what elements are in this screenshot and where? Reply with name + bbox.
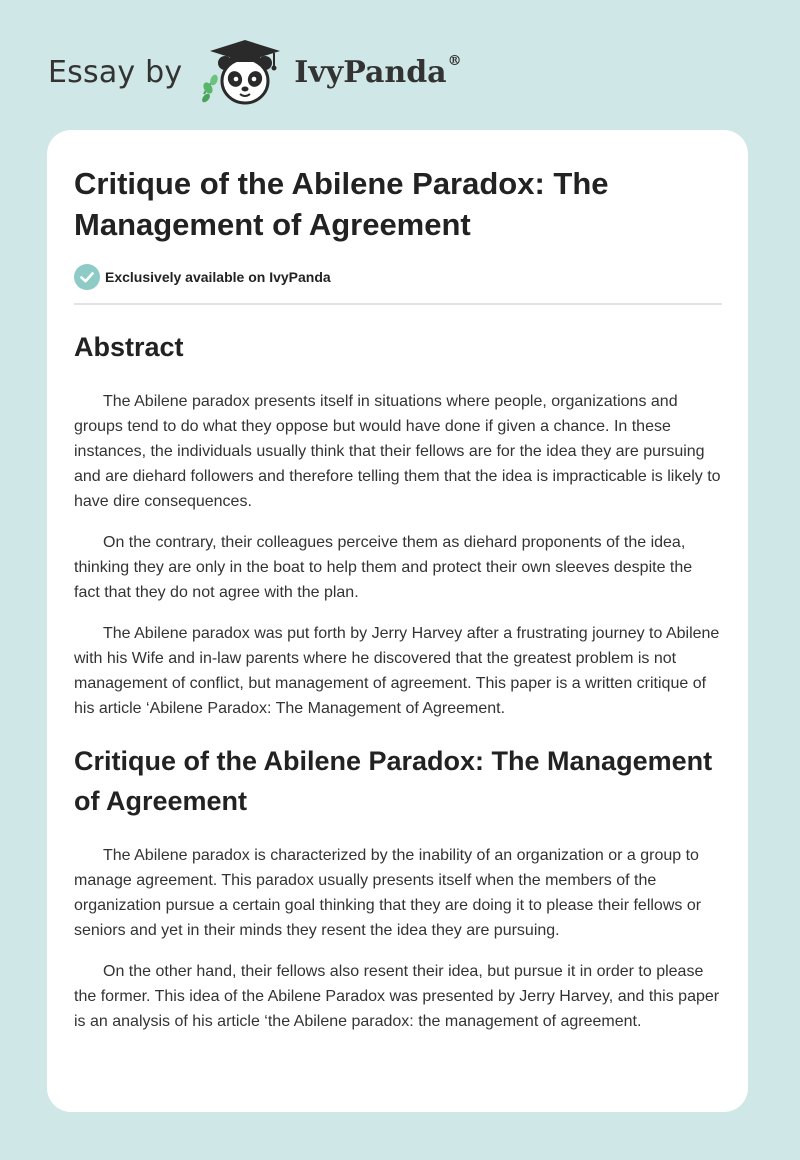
essay-by-label: Essay by	[48, 54, 183, 90]
title-divider	[74, 303, 722, 305]
site-header	[48, 36, 462, 108]
section-body	[74, 389, 722, 721]
abstract-section	[74, 327, 722, 721]
critique-section	[74, 741, 722, 1034]
paragraph: On the other hand, their fellows also resent their idea, but pursue it in order to please the former. This idea of the Abilene Paradox was presented by Jerry Harvey, and this paper is an analysis of his article ‘the Abilene paradox: the management of agreement.	[74, 963, 720, 1030]
paragraph: On the contrary, their colleagues perceive them as diehard proponents of the idea, thinking they are only in the boat to help them and protect their own sleeves despite the fact that they do not agree with the plan.	[74, 534, 693, 601]
paragraph: The Abilene paradox is characterized by the inability of an organization or a group to manage agreement. This paradox usually presents itself when the members of the organization pursue a certain goal thinking that they are doing it to please their fellows or seniors and yet in their minds they resent the idea they are pursuing.	[74, 847, 702, 939]
paragraph: The Abilene paradox presents itself in situations where people, organizations and groups tend to do what they oppose but would have done if given a chance. In these instances, the individuals usually think that their fellows are for the idea they are pursuing and are diehard followers and therefore telling them that the idea is impracticable is likely to have dire consequences.	[74, 393, 721, 510]
section-body	[74, 843, 722, 1034]
panda-graduate-logo-icon[interactable]	[200, 36, 288, 108]
check-circle-icon	[74, 264, 100, 290]
article-card	[47, 130, 748, 1112]
section-heading: Critique of the Abilene Paradox: The Management of Agreement	[74, 746, 713, 816]
brand-text: IvyPanda	[294, 54, 447, 90]
section-heading: Abstract	[74, 332, 184, 362]
registered-mark: ®	[447, 52, 462, 69]
article-title: Critique of the Abilene Paradox: The Management of Agreement	[74, 166, 609, 242]
availability-text: Exclusively available on IvyPanda	[105, 269, 331, 285]
availability-badge	[74, 263, 722, 291]
brand-name[interactable]	[294, 52, 462, 90]
paragraph: The Abilene paradox was put forth by Jerry Harvey after a frustrating journey to Abilene with his Wife and in-law parents where he discovered that the greatest problem is not management of conflict, but management of agreement. This paper is a written critique of his article ‘Abilene Paradox: The Management of Agreement.	[74, 625, 720, 717]
